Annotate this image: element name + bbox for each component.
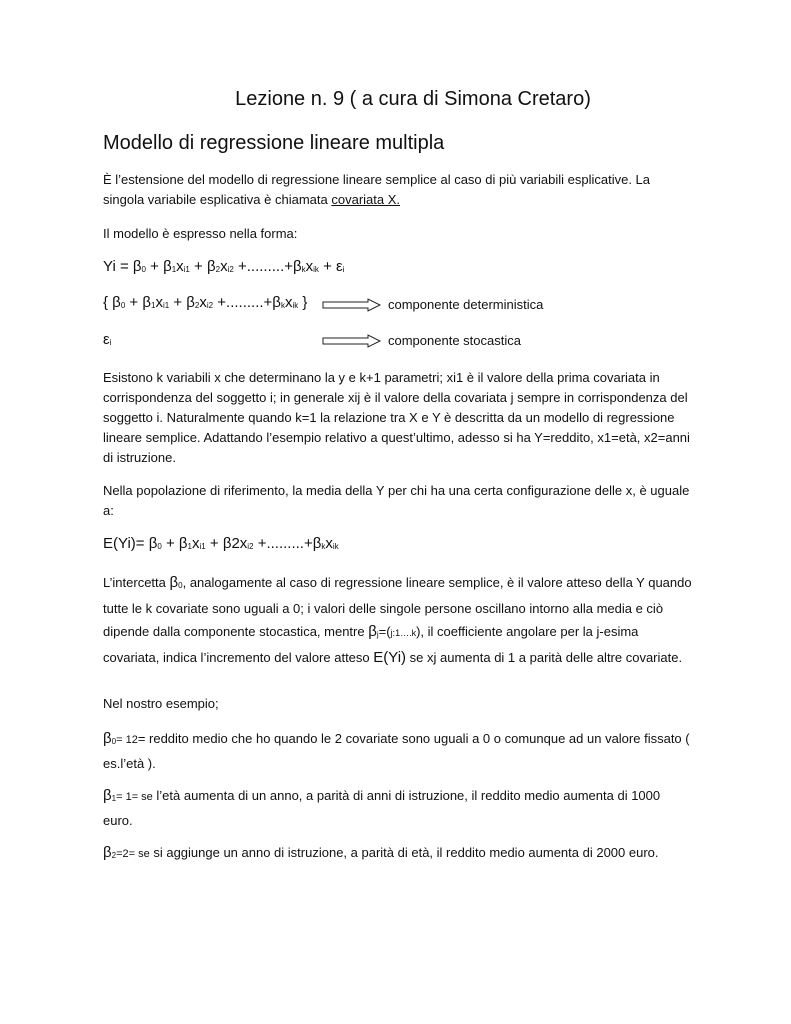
- section-heading: Modello di regressione lineare multipla: [103, 132, 445, 154]
- paragraph-intercept: L’intercetta $\beta_0$, analogamente al caso di regressione lineare semplice, è il valore atteso della Y quando tutte le k covariate sono uguali a 0; i valori delle singole persone oscillano intorno alla media e ciò dipende dalla componente stocastica, mentre $\beta_j=(j:1\dots.k)$, il coefficiente angolare per la j-esima covariata, indica l’incremento del valore atteso E(Yi) se xj aumenta di 1 a parità delle altre covariate.: [103, 574, 692, 666]
- stochastic-label: componente stocastica: [388, 333, 521, 348]
- deterministic-label: componente deterministica: [388, 297, 544, 312]
- paragraph-example: Nel nostro esempio;: [103, 696, 219, 711]
- model-intro: Il modello è espresso nella forma:: [103, 226, 298, 241]
- intro-text: È l’estensione del modello di regressione lineare semplice al caso di più variabili esplicative. La singola variabile esplicativa è chiamata: [103, 172, 651, 207]
- expected-value-formula: $E(Yi)= \beta_0 + \beta_1x_{i1} + \beta 2x_{i2} +.........+\beta_kx_{ik}$: [103, 535, 339, 552]
- arrow-icon: [322, 298, 382, 312]
- arrow-icon: [322, 334, 382, 348]
- stochastic-formula: $\varepsilon_i$: [103, 331, 112, 348]
- example-beta0: $\beta_0= 12=$ reddito medio che ho quando le 2 covariate sono uguali a 0 o comunque ad un valore fissato ( es.l’età ).: [103, 730, 690, 771]
- example-beta1: $\beta_1= 1=$ se l’età aumenta di un anno, a parità di anni di istruzione, il reddito medio aumenta di 1000 euro.: [103, 787, 661, 828]
- deterministic-formula: { $\beta_0 + \beta_1x_{i1} + \beta_2x_{i2} +.........+\beta_kx_{ik}$ }: [103, 294, 308, 311]
- intro-paragraph: [103, 170, 693, 210]
- covariata-term: covariata X.: [331, 192, 401, 207]
- main-formula: $Yi = \beta_0 + \beta_1x_{i1} + \beta_2x_{i2} +.........+\beta_kx_{ik} + \varepsilon_i$: [103, 258, 345, 275]
- example-beta2: $\beta_2=2=$ se si aggiunge un anno di istruzione, a parità di età, il reddito medio aumenta di 2000 euro.: [103, 844, 659, 861]
- page-title: Lezione n. 9 ( a cura di Simona Cretaro): [235, 88, 591, 110]
- paragraph-population: Nella popolazione di riferimento, la media della Y per chi ha una certa configurazione delle x, è uguale a:: [103, 483, 690, 518]
- paragraph-variables: Esistono k variabili x che determinano la y e k+1 parametri; xi1 è il valore della prima covariata in corrispondenza del soggetto i; in generale xij è il valore della covariata j sempre in corrispondenza del soggetto i. Naturalmente quando k=1 la relazione tra X e Y è descritta da un modello di regressione lineare semplice. Adattando l’esempio relativo a quest’ultimo, adesso si ha Y=reddito, x1=età, x2=anni di istruzione.: [103, 370, 690, 465]
